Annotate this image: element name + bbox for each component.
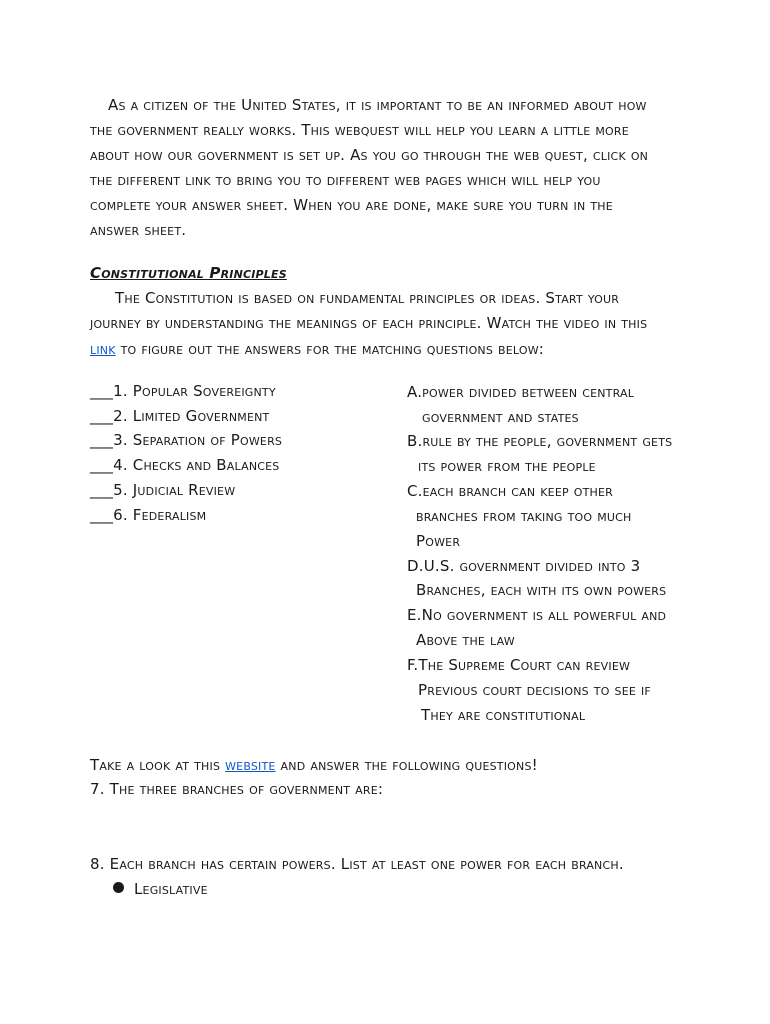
intro-line-6: answer sheet.: [90, 221, 187, 239]
question-7: 7. The three branches of government are:: [90, 780, 384, 798]
question-8: 8. Each branch has certain powers. List at least one power for each branch.: [90, 855, 624, 873]
website-prefix: Take a look at this: [90, 756, 226, 774]
intro-line-2: the government really works. This webquest will help you learn a little more: [90, 121, 629, 139]
matching-question-6: ___6. Federalism: [90, 506, 207, 524]
matching-question-4: ___4. Checks and Balances: [90, 456, 280, 474]
matching-question-2: ___2. Limited Government: [90, 407, 270, 425]
section-para-line-1: The Constitution is based on fundamental principles or ideas. Start your: [115, 289, 620, 307]
bullet-dot-icon: [113, 882, 124, 893]
bullet-legislative: [113, 880, 208, 898]
matching-answer-f-cont: Previous court decisions to see if: [418, 681, 651, 699]
intro-line-4: the different link to bring you to different web pages which will help you: [90, 171, 601, 189]
matching-question-3: ___3. Separation of Powers: [90, 431, 283, 449]
video-link[interactable]: link: [90, 340, 116, 358]
section-heading: Constitutional Principles: [90, 264, 287, 282]
intro-line-5: complete your answer sheet. When you are done, make sure you turn in the: [90, 196, 613, 214]
intro-line-1: As a citizen of the United States, it is important to be an informed about how: [108, 96, 647, 114]
section-para-line-3-text: to figure out the answers for the matching questions below:: [115, 340, 545, 358]
matching-answer-e-cont: Above the law: [416, 631, 515, 649]
matching-answer-c-cont-2: Power: [416, 532, 461, 550]
section-para-line-2: journey by understanding the meanings of each principle. Watch the video in this: [90, 314, 648, 332]
matching-answer-e: E.No government is all powerful and: [407, 606, 667, 624]
matching-answer-c-cont: branches from taking too much: [416, 507, 632, 525]
matching-question-5: ___5. Judicial Review: [90, 481, 236, 499]
website-suffix: and answer the following questions!: [275, 756, 538, 774]
matching-answer-b-cont: its power from the people: [418, 457, 596, 475]
intro-line-3: about how our government is set up. As you go through the web quest, click on: [90, 146, 649, 164]
matching-answer-c: C.each branch can keep other: [407, 482, 614, 500]
bullet-legislative-label: Legislative: [134, 880, 208, 898]
matching-answer-d-cont: Branches, each with its own powers: [416, 581, 667, 599]
matching-question-1: ___1. Popular Sovereignty: [90, 382, 276, 400]
matching-answer-d: D.U.S. government divided into 3: [407, 557, 641, 575]
website-link[interactable]: website: [225, 756, 276, 774]
section-para-line-3: [90, 340, 544, 358]
matching-answer-b: B.rule by the people, government gets: [407, 432, 673, 450]
matching-answer-f-cont-2: They are constitutional: [421, 706, 586, 724]
matching-answer-f: F.The Supreme Court can review: [407, 656, 631, 674]
matching-answer-a: A.power divided between central: [407, 383, 635, 401]
website-line: [90, 756, 538, 774]
matching-answer-a-cont: government and states: [422, 408, 579, 426]
